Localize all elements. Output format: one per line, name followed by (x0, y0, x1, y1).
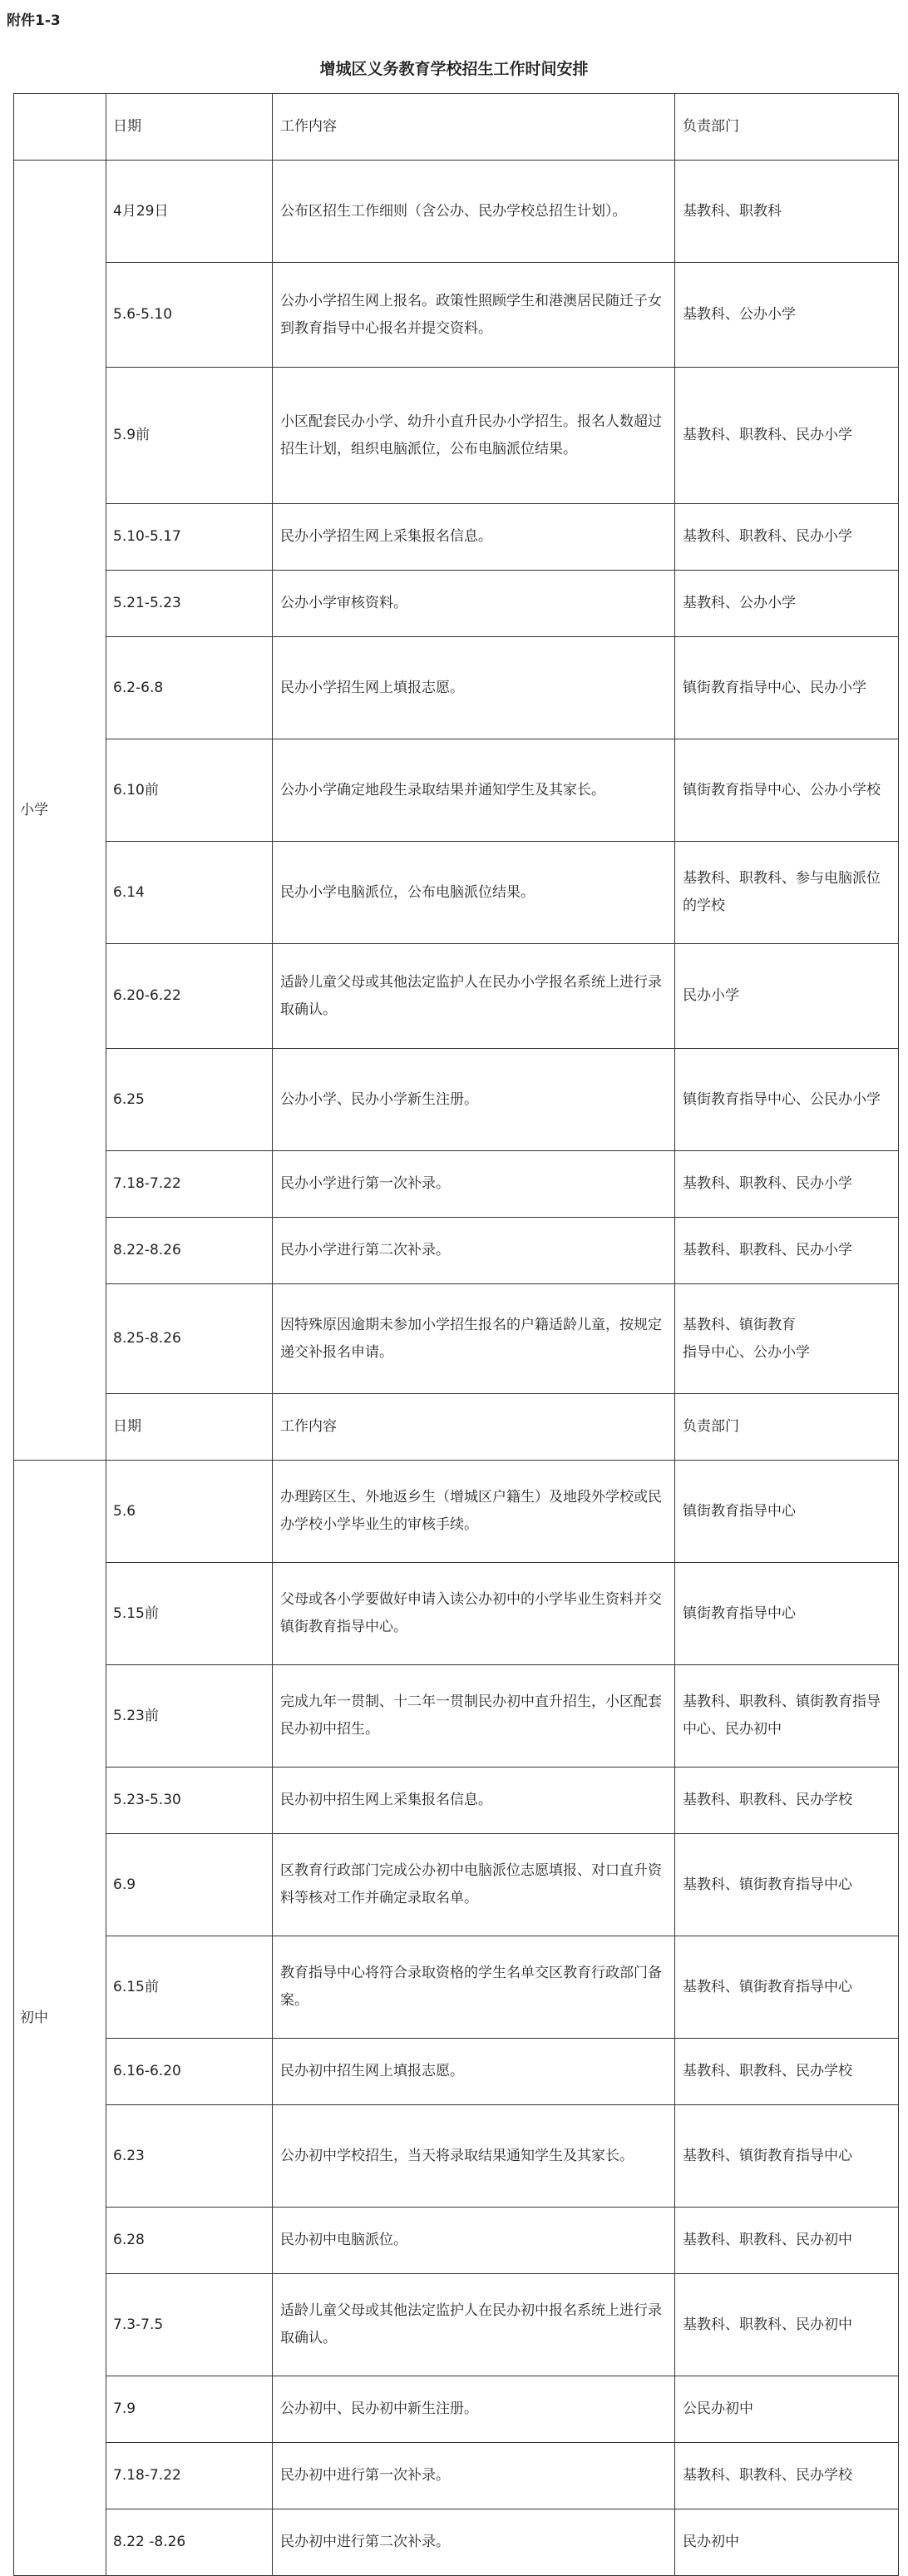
column-header-content: 工作内容 (273, 94, 675, 161)
table-row (14, 1563, 899, 1665)
dept-cell: 基教科、职教科、镇街教育指导中心、民办初中 (675, 1665, 899, 1768)
dept-cell: 民办小学 (675, 944, 899, 1049)
dept-cell: 镇街教育指导中心、公民办小学 (675, 1049, 899, 1151)
table-row (14, 263, 899, 368)
content-cell: 公办初中、民办初中新生注册。 (273, 2376, 675, 2443)
content-cell: 区教育行政部门完成公办初中电脑派位志愿填报、对口直升资料等核对工作并确定录取名单。 (273, 1834, 675, 1936)
dept-cell: 基教科、镇街教育指导中心 (675, 1936, 899, 2039)
date-cell: 8.22-8.26 (106, 1218, 273, 1284)
column-header-content: 工作内容 (273, 1394, 675, 1461)
table-row (14, 2443, 899, 2509)
table-row (14, 2376, 899, 2443)
dept-cell: 基教科、镇街教育指导中心 (675, 1834, 899, 1936)
table-row (14, 2208, 899, 2274)
dept-cell: 镇街教育指导中心 (675, 1563, 899, 1665)
date-cell: 6.20-6.22 (106, 944, 273, 1049)
table-row (14, 944, 899, 1049)
dept-line: 基教科、镇街教育 (683, 1316, 796, 1333)
date-cell: 6.2-6.8 (106, 637, 273, 739)
schedule-table (13, 93, 899, 2576)
date-cell: 8.22 -8.26 (106, 2509, 273, 2576)
middle-category-cell: 初中 (14, 1461, 106, 2576)
table-row (14, 1049, 899, 1151)
content-cell: 民办初中招生网上填报志愿。 (273, 2039, 675, 2105)
table-row (14, 1768, 899, 1834)
content-cell: 适龄儿童父母或其他法定监护人在民办小学报名系统上进行录取确认。 (273, 944, 675, 1049)
dept-cell: 基教科、职教科、民办初中 (675, 2208, 899, 2274)
dept-cell: 基教科、职教科、民办初中 (675, 2274, 899, 2376)
content-cell: 适龄儿童父母或其他法定监护人在民办初中报名系统上进行录取确认。 (273, 2274, 675, 2376)
date-cell: 5.21-5.23 (106, 571, 273, 637)
table-row (14, 2039, 899, 2105)
primary-category-cell: 小学 (14, 161, 106, 1461)
dept-cell: 基教科、职教科、民办小学 (675, 504, 899, 571)
table-header-row-repeat (14, 1394, 899, 1461)
table-row (14, 1284, 899, 1394)
dept-cell: 基教科、职教科、民办小学 (675, 368, 899, 504)
column-header-dept: 负责部门 (675, 1394, 899, 1461)
dept-cell: 镇街教育指导中心 (675, 1461, 899, 1563)
dept-cell: 基教科、公办小学 (675, 571, 899, 637)
dept-cell: 基教科、职教科、民办学校 (675, 2039, 899, 2105)
column-header-date: 日期 (106, 1394, 273, 1461)
dept-cell: 基教科、职教科、参与电脑派位的学校 (675, 842, 899, 944)
dept-cell: 镇街教育指导中心、民办小学 (675, 637, 899, 739)
dept-cell: 基教科、职教科、民办学校 (675, 2443, 899, 2509)
dept-cell (675, 1284, 899, 1394)
header-blank-cell (14, 94, 106, 161)
table-row (14, 1218, 899, 1284)
table-row (14, 571, 899, 637)
content-cell: 民办初中招生网上采集报名信息。 (273, 1768, 675, 1834)
dept-cell: 镇街教育指导中心、公办小学校 (675, 739, 899, 842)
table-row (14, 2105, 899, 2208)
date-cell: 6.28 (106, 2208, 273, 2274)
date-cell: 4月29日 (106, 161, 273, 263)
content-cell: 公布区招生工作细则（含公办、民办学校总招生计划）。 (273, 161, 675, 263)
date-cell: 7.9 (106, 2376, 273, 2443)
content-cell: 民办初中进行第一次补录。 (273, 2443, 675, 2509)
content-cell: 民办初中电脑派位。 (273, 2208, 675, 2274)
content-cell: 因特殊原因逾期未参加小学招生报名的户籍适龄儿童，按规定递交补报名申请。 (273, 1284, 675, 1394)
table-row (14, 2509, 899, 2576)
table-row (14, 504, 899, 571)
dept-cell: 基教科、职教科、民办小学 (675, 1218, 899, 1284)
content-cell: 公办小学确定地段生录取结果并通知学生及其家长。 (273, 739, 675, 842)
content-cell: 民办小学进行第二次补录。 (273, 1218, 675, 1284)
content-cell: 公办初中学校招生，当天将录取结果通知学生及其家长。 (273, 2105, 675, 2208)
table-header-row (14, 94, 899, 161)
content-cell: 民办初中进行第二次补录。 (273, 2509, 675, 2576)
date-cell: 5.23-5.30 (106, 1768, 273, 1834)
content-cell: 办理跨区生、外地返乡生（增城区户籍生）及地段外学校或民办学校小学毕业生的审核手续。 (273, 1461, 675, 1563)
date-cell: 7.3-7.5 (106, 2274, 273, 2376)
dept-cell: 基教科、镇街教育指导中心 (675, 2105, 899, 2208)
content-cell: 完成九年一贯制、十二年一贯制民办初中直升招生，小区配套民办初中招生。 (273, 1665, 675, 1768)
table-row (14, 1834, 899, 1936)
column-header-dept: 负责部门 (675, 94, 899, 161)
table-row (14, 2274, 899, 2376)
content-cell: 公办小学招生网上报名。政策性照顾学生和港澳居民随迁子女到教育指导中心报名并提交资料。 (273, 263, 675, 368)
date-cell: 5.10-5.17 (106, 504, 273, 571)
content-cell: 民办小学招生网上填报志愿。 (273, 637, 675, 739)
date-cell: 6.10前 (106, 739, 273, 842)
date-cell: 8.25-8.26 (106, 1284, 273, 1394)
content-cell: 教育指导中心将符合录取资格的学生名单交区教育行政部门备案。 (273, 1936, 675, 2039)
table-row (14, 1461, 899, 1563)
dept-cell: 基教科、公办小学 (675, 263, 899, 368)
date-cell: 6.16-6.20 (106, 2039, 273, 2105)
dept-cell: 基教科、职教科、民办小学 (675, 1151, 899, 1218)
date-cell: 6.9 (106, 1834, 273, 1936)
date-cell: 6.25 (106, 1049, 273, 1151)
table-row (14, 739, 899, 842)
date-cell: 5.9前 (106, 368, 273, 504)
content-cell: 民办小学电脑派位，公布电脑派位结果。 (273, 842, 675, 944)
document-title: 增城区义务教育学校招生工作时间安排 (319, 60, 589, 78)
attachment-label: 附件1-3 (7, 12, 61, 29)
content-cell: 公办小学、民办小学新生注册。 (273, 1049, 675, 1151)
date-cell: 5.15前 (106, 1563, 273, 1665)
column-header-date: 日期 (106, 94, 273, 161)
date-cell: 5.6 (106, 1461, 273, 1563)
content-cell: 父母或各小学要做好申请入读公办初中的小学毕业生资料并交镇街教育指导中心。 (273, 1563, 675, 1665)
table-row (14, 842, 899, 944)
date-cell: 5.23前 (106, 1665, 273, 1768)
date-cell: 5.6-5.10 (106, 263, 273, 368)
content-cell: 小区配套民办小学、幼升小直升民办小学招生。报名人数超过招生计划，组织电脑派位，公布电脑派位结果。 (273, 368, 675, 504)
content-cell: 公办小学审核资料。 (273, 571, 675, 637)
dept-cell: 基教科、职教科 (675, 161, 899, 263)
date-cell: 6.15前 (106, 1936, 273, 2039)
table-row (14, 1936, 899, 2039)
date-cell: 7.18-7.22 (106, 1151, 273, 1218)
dept-cell: 公民办初中 (675, 2376, 899, 2443)
date-cell: 7.18-7.22 (106, 2443, 273, 2509)
dept-cell: 基教科、职教科、民办学校 (675, 1768, 899, 1834)
date-cell: 6.14 (106, 842, 273, 944)
content-cell: 民办小学进行第一次补录。 (273, 1151, 675, 1218)
table-row (14, 1665, 899, 1768)
date-cell: 6.23 (106, 2105, 273, 2208)
table-row (14, 1151, 899, 1218)
dept-line: 指导中心、公办小学 (683, 1343, 810, 1361)
table-row (14, 637, 899, 739)
table-row (14, 161, 899, 263)
dept-cell: 民办初中 (675, 2509, 899, 2576)
table-row (14, 368, 899, 504)
content-cell: 民办小学招生网上采集报名信息。 (273, 504, 675, 571)
